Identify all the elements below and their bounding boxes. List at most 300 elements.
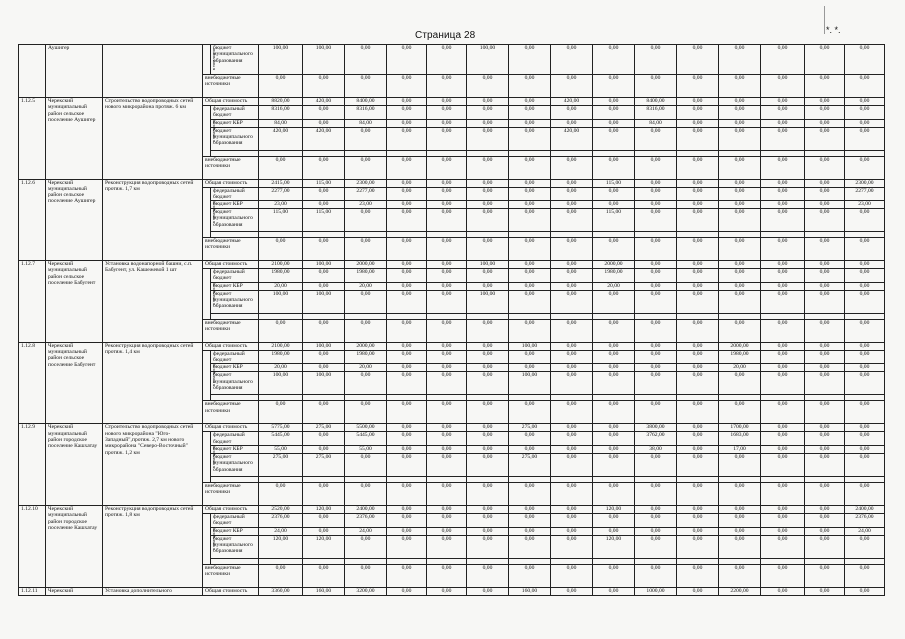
value-cell: 115,00 bbox=[593, 179, 635, 187]
vert-label-cell bbox=[203, 269, 216, 320]
value-cell: 0,00 bbox=[761, 261, 805, 269]
value-cell: 0,00 bbox=[677, 187, 719, 201]
value-cell: 0,00 bbox=[805, 505, 845, 513]
org-cell: Черекский муниципальный район сельское поселение Бабугент bbox=[46, 342, 103, 424]
value-cell: 0,00 bbox=[677, 424, 719, 432]
value-cell: 0,00 bbox=[551, 453, 593, 476]
value-cell: 0,00 bbox=[387, 432, 427, 446]
value-cell: 0,00 bbox=[805, 290, 845, 313]
value-cell: 0,00 bbox=[551, 319, 593, 342]
value-cell: 0,00 bbox=[551, 106, 593, 120]
value-cell: 0,00 bbox=[303, 513, 345, 527]
value-cell: 0,00 bbox=[303, 445, 345, 453]
value-cell: 0,00 bbox=[427, 187, 467, 201]
value-cell: 115,00 bbox=[303, 209, 345, 232]
label-cell: внебюджетные источники bbox=[203, 156, 259, 179]
value-cell: 120,00 bbox=[259, 535, 303, 558]
value-cell: 2400,00 bbox=[845, 505, 885, 513]
value-cell: 0,00 bbox=[719, 319, 761, 342]
value-cell: 0,00 bbox=[509, 505, 551, 513]
value-cell: 0,00 bbox=[467, 179, 509, 187]
value-cell: 0,00 bbox=[303, 319, 345, 342]
value-cell: 0,00 bbox=[509, 482, 551, 505]
value-cell: 0,00 bbox=[387, 201, 427, 209]
value-cell: 0,00 bbox=[427, 269, 467, 283]
value-cell: 0,00 bbox=[303, 187, 345, 201]
value-cell: 0,00 bbox=[761, 269, 805, 283]
value-cell: 3800,00 bbox=[635, 424, 677, 432]
value-cell: 0,00 bbox=[303, 75, 345, 98]
value-cell: 0,00 bbox=[805, 269, 845, 283]
value-cell: 0,00 bbox=[467, 350, 509, 364]
value-cell: 0,00 bbox=[551, 372, 593, 395]
value-cell: 1980,00 bbox=[345, 269, 387, 283]
value-cell: 0,00 bbox=[805, 201, 845, 209]
value-cell: 0,00 bbox=[427, 564, 467, 587]
value-cell: 0,00 bbox=[467, 432, 509, 446]
value-cell: 0,00 bbox=[805, 106, 845, 120]
value-cell: 100,00 bbox=[259, 45, 303, 75]
value-cell: 0,00 bbox=[805, 587, 845, 595]
value-cell: 0,00 bbox=[761, 424, 805, 432]
value-cell: 0,00 bbox=[635, 290, 677, 313]
value-cell: 0,00 bbox=[593, 342, 635, 350]
value-cell: 0,00 bbox=[677, 535, 719, 558]
value-cell: 0,00 bbox=[845, 587, 885, 595]
value-cell: 0,00 bbox=[805, 238, 845, 261]
value-cell: 0,00 bbox=[845, 445, 885, 453]
value-cell: 0,00 bbox=[805, 535, 845, 558]
value-cell: 2400,00 bbox=[345, 505, 387, 513]
value-cell: 0,00 bbox=[593, 201, 635, 209]
value-cell: 0,00 bbox=[509, 261, 551, 269]
value-cell: 84,00 bbox=[635, 119, 677, 127]
value-cell: 5775,00 bbox=[259, 424, 303, 432]
value-cell: 0,00 bbox=[303, 482, 345, 505]
value-cell: 0,00 bbox=[427, 261, 467, 269]
value-cell: 0,00 bbox=[387, 156, 427, 179]
value-cell: 0,00 bbox=[551, 505, 593, 513]
value-cell: 2300,00 bbox=[845, 179, 885, 187]
value-cell: 0,00 bbox=[509, 209, 551, 232]
value-cell: 2000,00 bbox=[345, 342, 387, 350]
label-cell: федеральный бюджет bbox=[211, 106, 259, 120]
value-cell: 0,00 bbox=[387, 75, 427, 98]
value-cell: 0,00 bbox=[635, 209, 677, 232]
value-cell: 0,00 bbox=[635, 261, 677, 269]
value-cell: 0,00 bbox=[467, 505, 509, 513]
value-cell: 0,00 bbox=[259, 482, 303, 505]
value-cell: 0,00 bbox=[845, 282, 885, 290]
value-cell: 0,00 bbox=[387, 179, 427, 187]
value-cell: 0,00 bbox=[805, 401, 845, 424]
value-cell: 0,00 bbox=[427, 513, 467, 527]
value-cell: 0,00 bbox=[387, 564, 427, 587]
num-cell bbox=[19, 45, 46, 98]
value-cell: 0,00 bbox=[805, 187, 845, 201]
value-cell: 0,00 bbox=[805, 209, 845, 232]
value-cell: 0,00 bbox=[427, 350, 467, 364]
value-cell: 0,00 bbox=[593, 587, 635, 595]
value-cell: 0,00 bbox=[761, 127, 805, 150]
page-title: Страница 28 bbox=[415, 30, 476, 41]
value-cell: 0,00 bbox=[303, 269, 345, 283]
value-cell: 0,00 bbox=[593, 424, 635, 432]
value-cell: 0,00 bbox=[761, 45, 805, 75]
value-cell: 55,00 bbox=[345, 445, 387, 453]
value-cell: 2376,00 bbox=[259, 513, 303, 527]
value-cell: 0,00 bbox=[551, 119, 593, 127]
value-cell: 0,00 bbox=[761, 445, 805, 453]
value-cell: 0,00 bbox=[805, 98, 845, 106]
value-cell: 0,00 bbox=[303, 119, 345, 127]
label-cell: федеральный бюджет bbox=[211, 187, 259, 201]
value-cell: 115,00 bbox=[259, 209, 303, 232]
value-cell: 0,00 bbox=[805, 261, 845, 269]
value-cell: 0,00 bbox=[805, 119, 845, 127]
value-cell: 20,00 bbox=[593, 282, 635, 290]
value-cell: 5500,00 bbox=[345, 424, 387, 432]
value-cell: 0,00 bbox=[635, 372, 677, 395]
value-cell: 100,00 bbox=[303, 290, 345, 313]
value-cell: 20,00 bbox=[259, 364, 303, 372]
value-cell: 2300,00 bbox=[345, 179, 387, 187]
value-cell: 100,00 bbox=[259, 290, 303, 313]
value-cell: 0,00 bbox=[551, 564, 593, 587]
value-cell: 24,00 bbox=[845, 527, 885, 535]
value-cell: 420,00 bbox=[259, 127, 303, 150]
value-cell: 0,00 bbox=[761, 527, 805, 535]
value-cell: 0,00 bbox=[427, 179, 467, 187]
value-cell: 0,00 bbox=[467, 98, 509, 106]
table-row bbox=[19, 587, 885, 595]
value-cell: 0,00 bbox=[719, 106, 761, 120]
org-cell: Черекский муниципальный район сельское поселение Аушигер bbox=[46, 179, 103, 261]
value-cell: 0,00 bbox=[593, 238, 635, 261]
label-cell: Общая стоимость bbox=[203, 587, 259, 595]
vert-label: в том числе bbox=[210, 201, 216, 224]
value-cell: 0,00 bbox=[427, 372, 467, 395]
value-cell: 0,00 bbox=[677, 269, 719, 283]
value-cell: 2200,00 bbox=[719, 587, 761, 595]
value-cell: 0,00 bbox=[387, 453, 427, 476]
value-cell: 0,00 bbox=[677, 445, 719, 453]
value-cell: 0,00 bbox=[635, 156, 677, 179]
label-cell: Общая стоимость bbox=[203, 261, 259, 269]
desc-cell: Установка водонапорной башни, с.п. Бабугент, ул. Кашежевой 1 шт bbox=[103, 261, 203, 343]
label-cell: федеральный бюджет bbox=[211, 350, 259, 364]
value-cell: 0,00 bbox=[677, 156, 719, 179]
value-cell: 275,00 bbox=[303, 424, 345, 432]
num-cell: 1.12.8 bbox=[19, 342, 46, 424]
value-cell: 0,00 bbox=[761, 587, 805, 595]
value-cell: 0,00 bbox=[509, 269, 551, 283]
value-cell: 0,00 bbox=[805, 364, 845, 372]
corner-marks: *. *. bbox=[826, 25, 841, 35]
value-cell: 0,00 bbox=[719, 98, 761, 106]
value-cell: 1980,00 bbox=[593, 269, 635, 283]
value-cell: 3200,00 bbox=[345, 587, 387, 595]
value-cell: 0,00 bbox=[509, 127, 551, 150]
value-cell: 0,00 bbox=[761, 535, 805, 558]
value-cell: 0,00 bbox=[551, 75, 593, 98]
value-cell: 0,00 bbox=[845, 350, 885, 364]
value-cell: 0,00 bbox=[467, 587, 509, 595]
value-cell: 0,00 bbox=[805, 513, 845, 527]
value-cell: 0,00 bbox=[303, 106, 345, 120]
value-cell: 0,00 bbox=[509, 364, 551, 372]
value-cell: 0,00 bbox=[593, 45, 635, 75]
vert-label: в том числе bbox=[210, 282, 216, 306]
value-cell: 0,00 bbox=[427, 127, 467, 150]
value-cell: 0,00 bbox=[805, 482, 845, 505]
value-cell: 0,00 bbox=[259, 564, 303, 587]
num-cell: 1.12.5 bbox=[19, 98, 46, 180]
value-cell: 0,00 bbox=[387, 98, 427, 106]
value-cell: 1980,00 bbox=[719, 350, 761, 364]
value-cell: 1000,00 bbox=[635, 587, 677, 595]
value-cell: 0,00 bbox=[467, 445, 509, 453]
value-cell: 0,00 bbox=[551, 156, 593, 179]
value-cell: 0,00 bbox=[551, 179, 593, 187]
value-cell: 2000,00 bbox=[593, 261, 635, 269]
value-cell: 0,00 bbox=[593, 513, 635, 527]
value-cell: 160,00 bbox=[509, 587, 551, 595]
value-cell: 8400,00 bbox=[345, 98, 387, 106]
value-cell: 0,00 bbox=[467, 319, 509, 342]
value-cell: 0,00 bbox=[761, 238, 805, 261]
value-cell: 0,00 bbox=[677, 587, 719, 595]
value-cell: 0,00 bbox=[551, 187, 593, 201]
value-cell: 0,00 bbox=[719, 290, 761, 313]
num-cell: 1.12.6 bbox=[19, 179, 46, 261]
value-cell: 0,00 bbox=[467, 482, 509, 505]
value-cell: 0,00 bbox=[387, 106, 427, 120]
value-cell: 0,00 bbox=[635, 350, 677, 364]
value-cell: 0,00 bbox=[551, 527, 593, 535]
page-bottom-edge bbox=[0, 628, 905, 639]
value-cell: 5445,00 bbox=[345, 432, 387, 446]
value-cell: 0,00 bbox=[635, 535, 677, 558]
value-cell: 0,00 bbox=[551, 535, 593, 558]
value-cell: 8316,00 bbox=[345, 106, 387, 120]
value-cell: 0,00 bbox=[467, 364, 509, 372]
value-cell: 0,00 bbox=[345, 372, 387, 395]
value-cell: 0,00 bbox=[387, 527, 427, 535]
value-cell: 0,00 bbox=[719, 564, 761, 587]
value-cell: 0,00 bbox=[467, 269, 509, 283]
label-cell: Общая стоимость bbox=[203, 342, 259, 350]
value-cell: 0,00 bbox=[593, 119, 635, 127]
label-cell: бюджет муниципального образования bbox=[211, 535, 259, 558]
value-cell: 1980,00 bbox=[259, 350, 303, 364]
value-cell: 23,00 bbox=[845, 201, 885, 209]
vert-label: в том числе bbox=[210, 364, 216, 387]
desc-cell: Реконструкция водопроводных сетей протяж. 1,7 км bbox=[103, 179, 203, 261]
value-cell: 2100,00 bbox=[259, 261, 303, 269]
vert-label: в том числе bbox=[210, 446, 216, 469]
value-cell: 0,00 bbox=[551, 209, 593, 232]
label-cell: Общая стоимость bbox=[203, 98, 259, 106]
value-cell: 0,00 bbox=[427, 535, 467, 558]
num-cell: 1.12.10 bbox=[19, 505, 46, 587]
value-cell: 0,00 bbox=[387, 261, 427, 269]
value-cell: 0,00 bbox=[509, 564, 551, 587]
value-cell: 0,00 bbox=[761, 319, 805, 342]
value-cell: 0,00 bbox=[303, 527, 345, 535]
value-cell: 0,00 bbox=[719, 156, 761, 179]
value-cell: 20,00 bbox=[719, 364, 761, 372]
value-cell: 24,00 bbox=[345, 527, 387, 535]
value-cell: 0,00 bbox=[805, 527, 845, 535]
value-cell: 0,00 bbox=[719, 127, 761, 150]
value-cell: 0,00 bbox=[509, 238, 551, 261]
value-cell: 0,00 bbox=[345, 482, 387, 505]
value-cell: 0,00 bbox=[761, 98, 805, 106]
value-cell: 0,00 bbox=[761, 342, 805, 350]
value-cell: 0,00 bbox=[761, 432, 805, 446]
value-cell: 0,00 bbox=[845, 238, 885, 261]
value-cell: 1700,00 bbox=[719, 424, 761, 432]
value-cell: 0,00 bbox=[467, 238, 509, 261]
value-cell: 420,00 bbox=[551, 127, 593, 150]
table-row bbox=[19, 261, 885, 269]
value-cell: 0,00 bbox=[761, 179, 805, 187]
value-cell: 0,00 bbox=[845, 482, 885, 505]
value-cell: 0,00 bbox=[677, 342, 719, 350]
value-cell: 0,00 bbox=[427, 587, 467, 595]
value-cell: 275,00 bbox=[303, 453, 345, 476]
value-cell: 0,00 bbox=[635, 401, 677, 424]
value-cell: 0,00 bbox=[593, 432, 635, 446]
value-cell: 420,00 bbox=[551, 98, 593, 106]
value-cell: 100,00 bbox=[509, 372, 551, 395]
value-cell: 0,00 bbox=[259, 75, 303, 98]
desc-cell: Строительство водопроводных сетей нового микрорайона "Юго-Западный",протяж. 2,7 км нового микрорайона "Северо-Восточный" протяж. 1,2 км bbox=[103, 424, 203, 506]
value-cell: 0,00 bbox=[387, 282, 427, 290]
value-cell: 100,00 bbox=[509, 342, 551, 350]
value-cell: 0,00 bbox=[387, 587, 427, 595]
value-cell: 0,00 bbox=[761, 453, 805, 476]
value-cell: 0,00 bbox=[387, 238, 427, 261]
value-cell: 0,00 bbox=[677, 282, 719, 290]
value-cell: 23,00 bbox=[345, 201, 387, 209]
value-cell: 0,00 bbox=[427, 75, 467, 98]
value-cell: 0,00 bbox=[719, 535, 761, 558]
value-cell: 0,00 bbox=[677, 482, 719, 505]
value-cell: 0,00 bbox=[303, 432, 345, 446]
value-cell: 0,00 bbox=[761, 187, 805, 201]
value-cell: 0,00 bbox=[677, 119, 719, 127]
value-cell: 420,00 bbox=[303, 98, 345, 106]
value-cell: 0,00 bbox=[805, 453, 845, 476]
value-cell: 0,00 bbox=[345, 156, 387, 179]
value-cell: 0,00 bbox=[427, 432, 467, 446]
value-cell: 0,00 bbox=[427, 119, 467, 127]
scan-mark-line bbox=[824, 6, 825, 34]
value-cell: 0,00 bbox=[427, 482, 467, 505]
table-row bbox=[19, 179, 885, 187]
label-cell: бюджет КБР bbox=[211, 527, 259, 535]
value-cell: 0,00 bbox=[387, 424, 427, 432]
label-cell: Общая стоимость bbox=[203, 424, 259, 432]
org-cell: Черекский муниципальный район городское поселение Кашхатау bbox=[46, 424, 103, 506]
label-cell: бюджет КБР bbox=[211, 364, 259, 372]
value-cell: 0,00 bbox=[719, 238, 761, 261]
value-cell: 0,00 bbox=[805, 179, 845, 187]
value-cell: 0,00 bbox=[427, 201, 467, 209]
value-cell: 0,00 bbox=[761, 364, 805, 372]
value-cell: 0,00 bbox=[845, 432, 885, 446]
value-cell: 0,00 bbox=[345, 453, 387, 476]
value-cell: 0,00 bbox=[387, 372, 427, 395]
value-cell: 0,00 bbox=[761, 119, 805, 127]
value-cell: 84,00 bbox=[345, 119, 387, 127]
value-cell: 0,00 bbox=[387, 513, 427, 527]
value-cell: 0,00 bbox=[509, 45, 551, 75]
value-cell: 0,00 bbox=[845, 564, 885, 587]
value-cell: 0,00 bbox=[509, 179, 551, 187]
value-cell: 0,00 bbox=[427, 364, 467, 372]
value-cell: 0,00 bbox=[427, 453, 467, 476]
value-cell: 0,00 bbox=[845, 319, 885, 342]
value-cell: 0,00 bbox=[551, 342, 593, 350]
value-cell: 20,00 bbox=[345, 364, 387, 372]
value-cell: 0,00 bbox=[259, 319, 303, 342]
value-cell: 0,00 bbox=[805, 424, 845, 432]
value-cell: 0,00 bbox=[677, 527, 719, 535]
value-cell: 0,00 bbox=[719, 209, 761, 232]
value-cell: 0,00 bbox=[427, 401, 467, 424]
value-cell: 0,00 bbox=[387, 350, 427, 364]
value-cell: 0,00 bbox=[635, 179, 677, 187]
table-row bbox=[19, 342, 885, 350]
label-cell: внебюджетные источники bbox=[203, 482, 259, 505]
value-cell: 0,00 bbox=[467, 75, 509, 98]
value-cell: 0,00 bbox=[467, 156, 509, 179]
value-cell: 0,00 bbox=[551, 290, 593, 313]
value-cell: 0,00 bbox=[593, 127, 635, 150]
value-cell: 0,00 bbox=[427, 282, 467, 290]
value-cell: 100,00 bbox=[259, 372, 303, 395]
value-cell: 0,00 bbox=[719, 261, 761, 269]
value-cell: 0,00 bbox=[677, 432, 719, 446]
value-cell: 0,00 bbox=[845, 209, 885, 232]
value-cell: 100,00 bbox=[467, 45, 509, 75]
vert-label-cell bbox=[203, 513, 216, 564]
value-cell: 100,00 bbox=[303, 45, 345, 75]
value-cell: 0,00 bbox=[467, 342, 509, 350]
value-cell: 0,00 bbox=[761, 564, 805, 587]
value-cell: 0,00 bbox=[593, 106, 635, 120]
value-cell: 0,00 bbox=[845, 453, 885, 476]
value-cell: 0,00 bbox=[761, 106, 805, 120]
desc-cell: Строительство водопроводных сетей нового микрорайона протяж. 6 км bbox=[103, 98, 203, 180]
value-cell: 0,00 bbox=[467, 527, 509, 535]
num-cell: 1.12.7 bbox=[19, 261, 46, 343]
value-cell: 0,00 bbox=[677, 319, 719, 342]
value-cell: 100,00 bbox=[467, 261, 509, 269]
value-cell: 0,00 bbox=[593, 75, 635, 98]
value-cell: 0,00 bbox=[635, 527, 677, 535]
value-cell: 0,00 bbox=[551, 45, 593, 75]
value-cell: 2100,00 bbox=[259, 342, 303, 350]
value-cell: 0,00 bbox=[719, 282, 761, 290]
value-cell: 0,00 bbox=[427, 238, 467, 261]
value-cell: 0,00 bbox=[593, 187, 635, 201]
value-cell: 0,00 bbox=[387, 290, 427, 313]
value-cell: 20,00 bbox=[259, 282, 303, 290]
